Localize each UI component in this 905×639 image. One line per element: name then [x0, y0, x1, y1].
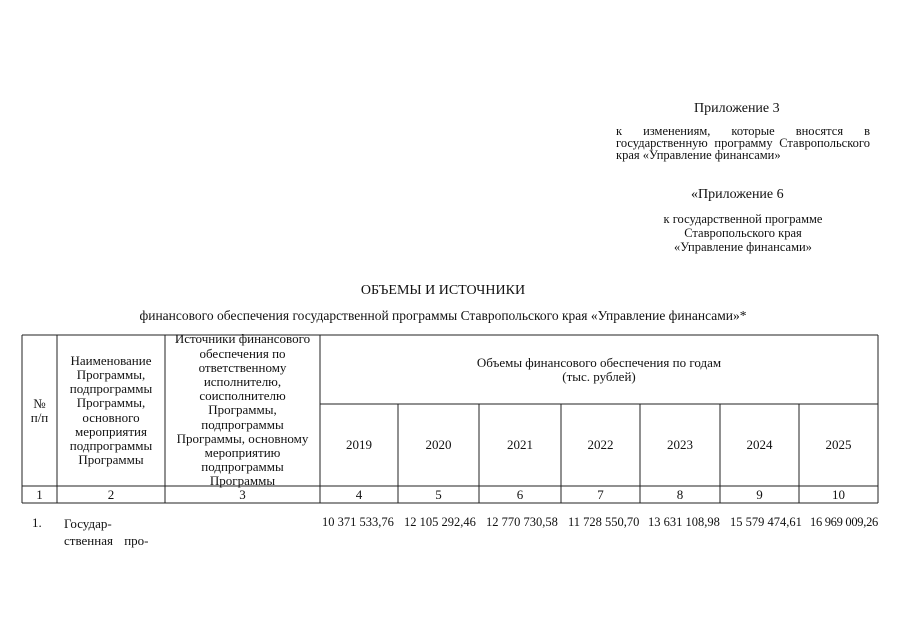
header-volumes-line-1: Объемы финансового обеспечения по годам	[476, 354, 722, 370]
appendix-6-title: «Приложение 6	[691, 187, 784, 202]
table-cell-value: 10 371 533,76	[322, 515, 394, 529]
header-year: 2020	[425, 437, 452, 452]
header-source	[165, 331, 320, 489]
header-volumes-line-2: (тыс. рублей)	[562, 368, 636, 384]
appendix-6-text	[630, 212, 856, 254]
row-name-line-2: ственная про-	[64, 533, 149, 548]
header-name	[57, 335, 165, 486]
header-year: 2021	[507, 437, 533, 452]
table-cell-value: 16 969 009,26	[810, 515, 878, 529]
column-number: 8	[676, 486, 684, 502]
header-year: 2025	[825, 437, 852, 452]
column-number: 6	[516, 486, 524, 502]
header-year: 2023	[667, 437, 693, 452]
column-number: 4	[355, 486, 363, 502]
column-number: 9	[756, 486, 763, 502]
row-name-line-1: Государ-	[64, 516, 112, 531]
table-cell-value: 13 631 108,98	[648, 515, 720, 529]
table-cell-value: 12 770 730,58	[486, 515, 558, 529]
column-number: 10	[832, 486, 845, 502]
column-number: 5	[435, 486, 442, 502]
document-title: ОБЪЕМЫ И ИСТОЧНИКИ	[360, 283, 526, 298]
header-num	[22, 335, 57, 486]
appendix-6-line-2: Ставропольского края	[684, 226, 802, 240]
header-year: 2019	[346, 437, 372, 452]
row-number: 1.	[32, 515, 42, 530]
header-year: 2022	[587, 437, 614, 452]
header-volumes	[320, 335, 878, 404]
document-subtitle: финансового обеспечения государственной программы Ставропольского края «Управление финансами»*	[139, 308, 747, 323]
header-year: 2024	[746, 437, 773, 452]
column-number: 2	[107, 486, 115, 502]
table-cell-value: 12 105 292,46	[404, 515, 476, 529]
header-name-label: Наименование Программы, подпрограммы Программы, основного мероприятия подпрограммы Программы	[69, 352, 153, 468]
appendix-3-text: к изменениям, которые вносятся в государственную программу Ставропольского края «Управление финансами»	[616, 124, 870, 162]
table-cell-value: 15 579 474,61	[730, 515, 802, 529]
appendix-3-title: Приложение 3	[694, 101, 780, 116]
header-num-label: № п/п	[30, 395, 49, 425]
header-source-label: Источники финансового обеспечения по ответственному исполнителю, соисполнителю Программы, подпрограммы Программы, основному мероприятию подпрограммы Программы	[174, 331, 311, 489]
table-cell-value: 11 728 550,70	[568, 515, 640, 529]
appendix-6-line-3: «Управление финансами»	[674, 240, 812, 254]
appendix-6-line-1: к государственной программе	[663, 212, 823, 226]
column-number: 7	[597, 486, 604, 502]
column-number: 1	[36, 486, 43, 502]
row-name	[64, 515, 164, 549]
column-number: 3	[239, 486, 246, 502]
